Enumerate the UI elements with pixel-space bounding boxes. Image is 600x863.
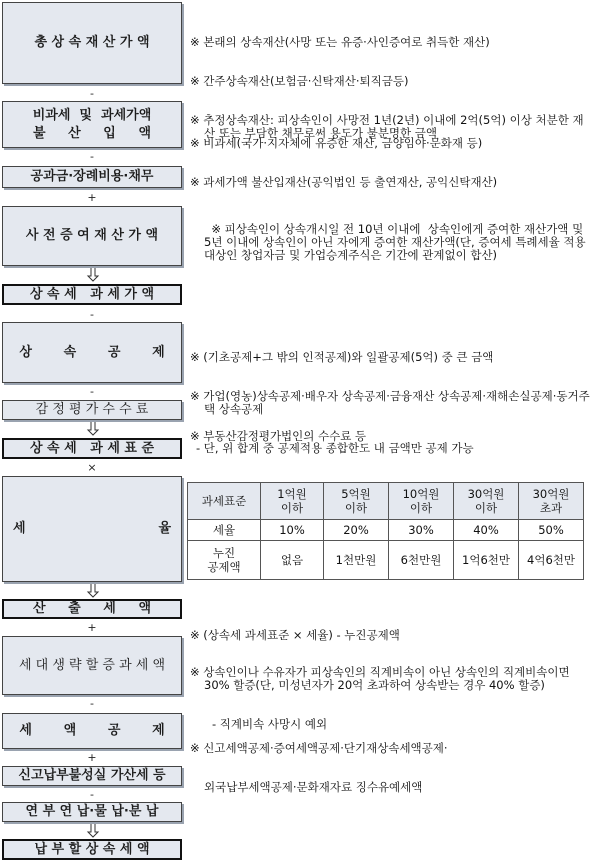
installment-label: 연 부 연 납·물 납·분 납 [25,804,159,820]
total-inheritance-box [2,2,182,84]
calculated-tax-box [2,599,182,619]
taxable-value-label: 상 속 세 과 세 가 액 [29,286,155,302]
generation-skip-box [2,636,182,695]
op-minus-4: - [90,385,94,398]
op-minus-3: - [90,308,94,321]
public-charges-label: 공과금·장례비용·채무 [30,169,154,185]
note-total-2: ※ 간주상속재산(보험금·신탁재산·퇴직금등) [190,74,409,88]
down-arrow-icon [86,268,100,282]
penalty-label: 신고납부불성실 가산세 등 [18,768,166,784]
note-pre-gift [190,210,594,262]
note-calculated-tax-1: ※ (상속세 과세표준 × 세율) - 누진공제액 [190,628,400,642]
op-minus-5: - [90,697,94,710]
op-minus-1: - [90,87,94,100]
payable-tax-label: 납 부 할 상 속 세 액 [34,841,150,857]
note-generation-skip-1: ※ 상속인이나 수유자가 피상속인의 직계비속이 아닌 상속인의 직계비속이면 30% 할증(단, 미성년자가 20억 초과하여 상속받는 경우 40% 할증) [190,665,574,692]
deduction-box [2,322,182,383]
tax-rate-box [2,476,182,582]
tax-base-box [2,438,182,459]
note-deduction-3: - 단, 위 합계 중 공제적용 종합한도 내 금액만 공제 가능 [196,441,474,455]
note-tax-credit [190,716,594,807]
note-deduction-1: ※ (기초공제+그 밖의 인적공제)와 일괄공제(5억) 중 큰 금액 [190,350,494,364]
note-deduction-2: ※ 가업(영농)상속공제·배우자 상속공제·금융재산 상속공제·재해손실공제·동거주택 상속공제 [190,389,590,416]
tax-table-cell: 1천만원 [324,541,389,580]
tax-table-deduction-row [188,541,584,580]
op-times: × [87,461,97,474]
note-appraisal-1: ※ 부동산감정평가법인의 수수료 등 [190,429,367,443]
note-nontax [190,111,594,202]
op-minus-2: - [90,150,94,163]
down-arrow-icon [86,584,100,598]
deduction-label: 상 속 공 제 [19,344,165,360]
pre-gift-box [2,206,182,266]
note-nontax-1: ※ 비과세(국가·지자체에 유증한 재산, 금양임야·문화재 등) [190,136,483,150]
appraisal-fee-box [2,400,182,420]
nontax-label-line2: 불 산 입 액 [32,125,152,141]
generation-skip-label: 세 대 생 략 할 증 과 세 액 [18,657,166,673]
note-appraisal [190,404,594,456]
tax-table-rate-row [188,520,584,541]
nontax-label-line1: 비과세 및 과세가액 [32,107,152,123]
tax-credit-box [2,713,182,749]
tax-table-header-cell: 10억원 이하 [389,483,454,520]
taxable-value-box [2,284,182,305]
installment-box [2,802,182,822]
tax-table-cell: 30% [389,520,454,541]
penalty-box [2,766,182,786]
pre-gift-label: 사 전 증 여 재 산 가 액 [25,228,159,244]
public-charges-box [2,166,182,188]
payable-tax-box [2,839,182,860]
tax-rate-table [187,482,584,580]
note-total-3: ※ 추정상속재산: 피상속인이 사망전 1년(2년) 이내에 2억(5억) 이상 처분한 재산 또는 부담한 채무로써 용도가 불분명한 금액 [190,113,584,140]
note-tax-credit-2: 외국납부세액공제·문화재자료 징수유예세액 [204,780,423,794]
appraisal-fee-label: 감 정 평 가 수 수 료 [35,402,149,418]
tax-table-cell: 4억6천만 [519,541,584,580]
tax-table-cell: 10% [261,520,324,541]
tax-table-header-cell: 과세표준 [188,483,261,520]
down-arrow-icon [86,422,100,436]
tax-table-cell: 50% [519,520,584,541]
tax-table-header-cell: 30억원 초과 [519,483,584,520]
tax-credit-label: 세 액 공 제 [19,723,165,739]
note-tax-credit-1: ※ 신고세액공제·증여세액공제·단기재상속세액공제· [190,741,448,755]
tax-base-label: 상 속 세 과 세 표 준 [29,440,155,456]
calculated-tax-label: 산 출 세 액 [32,601,152,617]
tax-table-cell: 1억6천만 [454,541,519,580]
op-plus-3: + [87,751,97,764]
tax-table-cell: 세율 [188,520,261,541]
tax-table-header-row [188,483,584,520]
tax-table-header-cell: 30억원 이하 [454,483,519,520]
nontax-box [2,101,182,148]
note-nontax-2: ※ 과세가액 불산입재산(공익법인 등 출연재산, 공익신탁재산) [190,175,498,189]
note-generation-skip-2: - 직계비속 사망시 예외 [212,717,328,731]
tax-table-cell: 누진 공제액 [188,541,261,580]
tax-table-cell: 40% [454,520,519,541]
tax-rate-label-left: 세 [13,521,26,537]
tax-rate-label-right: 율 [158,521,171,537]
op-plus-1: + [87,191,97,204]
op-minus-6: - [90,788,94,801]
note-pre-gift-1: ※ 피상속인이 상속개시일 전 10년 이내에 상속인에게 증여한 재산가액 및 5년 이내에 상속인이 아닌 자에게 증여한 재산가액(단, 증여세 특례세율 적용 대상인 창업자금 및 가업승계주식은 기간에 관계없이 합산) [204,222,590,262]
total-inheritance-label: 총 상 속 재 산 가 액 [34,35,150,51]
tax-table-cell: 6천만원 [389,541,454,580]
down-arrow-icon [86,824,100,838]
op-plus-2: + [87,621,97,634]
tax-table-header-cell: 5억원 이하 [324,483,389,520]
note-total-1: ※ 본래의 상속재산(사망 또는 유증·사인증여로 취득한 재산) [190,35,490,49]
tax-table-cell: 20% [324,520,389,541]
tax-table-cell: 없음 [261,541,324,580]
tax-table-header-cell: 1억원 이하 [261,483,324,520]
